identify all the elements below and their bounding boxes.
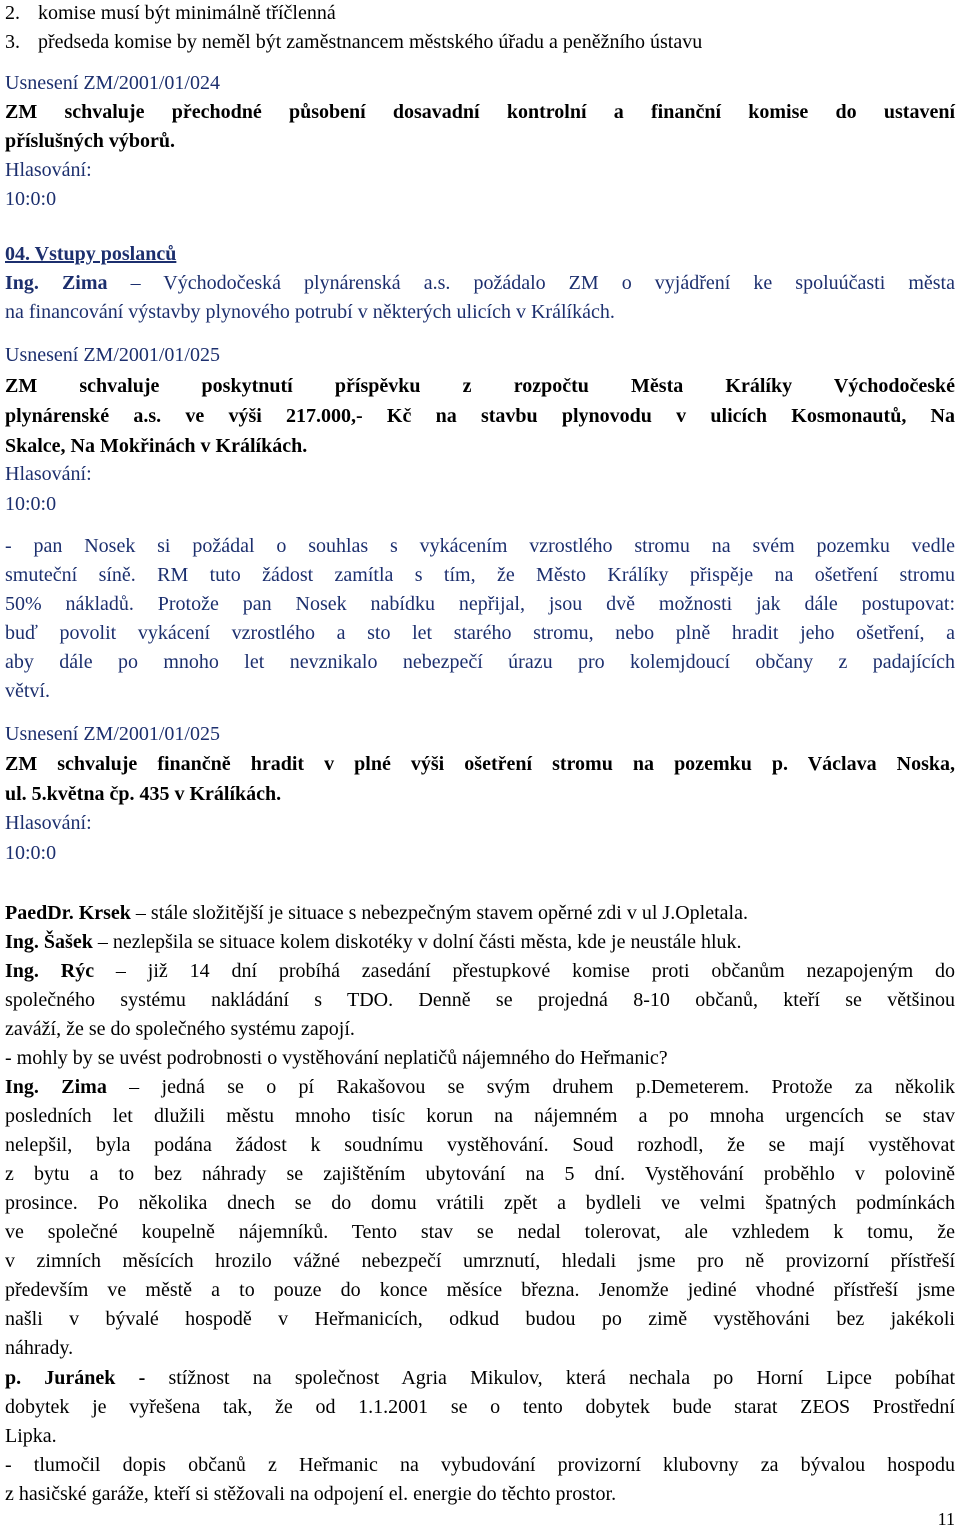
paragraph-line: náhrady. [5, 1337, 74, 1359]
paragraph-line: na financování výstavby plynového potrubí v některých ulicích v Králíkách. [5, 301, 615, 323]
vote-result: 10:0:0 [5, 842, 57, 864]
vote-result: 10:0:0 [5, 188, 57, 210]
paragraph-line: prosince. Po několika dnech se do domu vrátili zpět a bydleli ve velmi špatných podmínkách [5, 1192, 955, 1214]
speaker-name: Ing. Rýc [5, 960, 95, 982]
paragraph-line: větví. [5, 680, 50, 702]
page-number: 11 [937, 1509, 955, 1529]
speaker-name: Ing. Šašek [5, 931, 93, 953]
paragraph-line: z bytu a to bez náhrady se zajištěním ubytování na 5 dní. Vystěhování proběhlo v polovině [5, 1163, 955, 1185]
paragraph-line: společného systému nakládání s TDO. Denně se projedná 8-10 občanů, kteří se většinou [5, 989, 955, 1011]
resolution-text: ul. 5.května čp. 435 v Králíkách. [5, 783, 282, 805]
resolution-text: příslušných výborů. [5, 130, 176, 152]
vote-label: Hlasování: [5, 463, 92, 485]
document-page [5, 0, 955, 1537]
paragraph-line: z hasičské garáže, kteří si stěžovali na odpojení el. energie do těchto prostor. [5, 1483, 617, 1505]
paragraph-line: především ve městě a to pouze do konce měsíce března. Jenomže jediné vhodné přístřeší jsme [5, 1279, 955, 1301]
resolution-text: ZM schvaluje přechodné působení dosavadní kontrolní a finanční komise do ustavení [5, 101, 955, 123]
speaker-name: PaedDr. Krsek [5, 902, 131, 924]
vote-result: 10:0:0 [5, 493, 57, 515]
resolution-text: ZM schvaluje finančně hradit v plné výši ošetření stromu na pozemku p. Václava Noska, [5, 753, 955, 775]
speaker-paragraph: Ing. Zima – jedná se o pí Rakašovou se svým druhem p.Demeterem. Protože za několik [5, 1076, 956, 1098]
resolution-title: Usnesení ZM/2001/01/025 [5, 344, 220, 366]
paragraph-line: smuteční síně. RM tuto žádost zamítla s tím, že Město Králíky přispěje na ošetření stromu [5, 564, 955, 586]
paragraph-line: aby dále po mnoho let nevznikalo nebezpečí úrazu pro kolemjdoucí občany z padajících [5, 651, 955, 673]
paragraph-line: zaváží, že se do společného systému zapojí. [5, 1018, 355, 1040]
resolution-text: plynárenské a.s. ve výši 217.000,- Kč na stavbu plynovodu v ulicích Kosmonautů, Na [5, 405, 955, 427]
paragraph-line: Lipka. [5, 1425, 57, 1447]
paragraph-line: - tlumočil dopis občanů z Heřmanic na vybudování provizorní klubovny za bývalou hospodu [5, 1454, 955, 1476]
resolution-title: Usnesení ZM/2001/01/025 [5, 723, 220, 745]
resolution-text: Skalce, Na Mokřinách v Králíkách. [5, 435, 308, 457]
question-line: - mohly by se uvést podrobnosti o vystěhování neplatičů nájemného do Heřmanic? [5, 1047, 668, 1069]
paragraph-line: v zimních měsících hrozilo vážné nebezpečí umrznutí, hledali jsme pro ně provizorní přístřeší [5, 1250, 955, 1272]
speaker-paragraph: p. Juránek - stížnost na společnost Agria Mikulov, která nechala po Horní Lipce pobíhat [5, 1367, 955, 1389]
paragraph-line: ve společné koupelně nájemníků. Tento stav se nedal tolerovat, ale vzhledem k tomu, že [5, 1221, 955, 1243]
speaker-paragraph: Ing. Zima – Východočeská plynárenská a.s. požádalo ZM o vyjádření ke spoluúčasti města [5, 272, 955, 294]
speaker-name: Ing. Zima [5, 1076, 107, 1098]
paragraph-line: 50% nákladů. Protože pan Nosek nabídku nepřijal, jsou dvě možnosti jak dále postupovat: [5, 593, 955, 615]
section-heading: 04. Vstupy poslanců [5, 243, 177, 265]
resolution-text: ZM schvaluje poskytnutí příspěvku z rozpočtu Města Králíky Východočeské [5, 375, 955, 397]
list-item: 3. předseda komise by neměl být zaměstnancem městského úřadu a peněžního ústavu [5, 31, 703, 53]
speaker-paragraph: Ing. Rýc – již 14 dní probíhá zasedání přestupkové komise proti občanům nezapojeným do [5, 960, 955, 982]
paragraph-line: buď povolit vykácení vzrostlého a sto let starého stromu, nebo plně hradit jeho ošetření, a [5, 622, 955, 644]
paragraph-line: nelepšil, byla podána žádost k soudnímu vystěhování. Soud rozhodl, že se mají vystěhovat [5, 1134, 955, 1156]
vote-label: Hlasování: [5, 159, 92, 181]
resolution-title: Usnesení ZM/2001/01/024 [5, 72, 220, 94]
vote-label: Hlasování: [5, 812, 92, 834]
speaker-paragraph: Ing. Šašek – nezlepšila se situace kolem diskotéky v dolní části města, kde je neustále hluk. [5, 931, 742, 953]
speaker-name: Ing. Zima [5, 272, 108, 294]
paragraph-line: dobytek je vyřešena tak, že od 1.1.2001 se o tento dobytek bude starat ZEOS Prostřední [5, 1396, 955, 1418]
speaker-paragraph: PaedDr. Krsek – stále složitější je situace s nebezpečným stavem opěrné zdi v ul J.Opletala. [5, 902, 748, 924]
list-item: 2. komise musí být minimálně tříčlenná [5, 2, 336, 24]
paragraph-line: našli v bývalé hospodě v Heřmanicích, odkud budou po zimě vystěhováni bez jakékoli [5, 1308, 955, 1330]
paragraph-line: posledních let dlužili městu mnoho tisíc korun na nájemném a po mnoha urgencích se stav [5, 1105, 955, 1127]
paragraph-line: - pan Nosek si požádal o souhlas s vykácením vzrostlého stromu na svém pozemku vedle [5, 535, 955, 557]
speaker-name: p. Juránek - [5, 1367, 146, 1389]
